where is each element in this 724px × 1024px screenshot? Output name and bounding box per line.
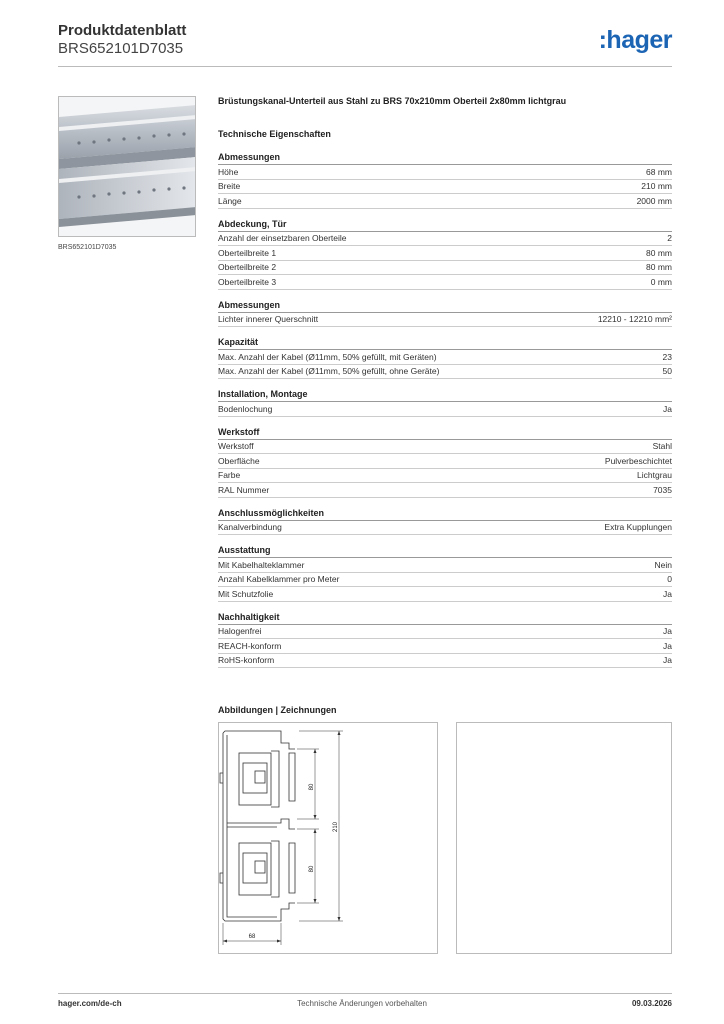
spec-value: Ja — [663, 403, 672, 414]
spec-row — [218, 165, 672, 180]
spec-value: 80 mm — [646, 262, 672, 273]
section-title: Werkstoff — [218, 427, 672, 440]
product-code: BRS652101D7035 — [58, 40, 184, 57]
section-title: Nachhaltigkeit — [218, 612, 672, 625]
spec-label: Mit Schutzfolie — [218, 588, 274, 599]
spec-row — [218, 483, 672, 498]
spec-value: 80 mm — [646, 247, 672, 258]
spec-row — [218, 350, 672, 365]
spec-row — [218, 639, 672, 654]
section-title: Anschlussmöglichkeiten — [218, 508, 672, 521]
product-description: Brüstungskanal-Unterteil aus Stahl zu BRS 70x210mm Oberteil 2x80mm lichtgrau — [218, 96, 567, 106]
spec-label: Kanalverbindung — [218, 522, 282, 533]
spec-label: Anzahl Kabelklammer pro Meter — [218, 574, 340, 585]
spec-sections — [218, 152, 672, 668]
tech-properties-title: Technische Eigenschaften — [218, 129, 331, 139]
spec-row — [218, 275, 672, 290]
technical-drawing — [218, 722, 438, 954]
spec-label: Höhe — [218, 166, 239, 177]
photo-caption: BRS652101D7035 — [58, 244, 117, 251]
spec-section — [218, 337, 672, 379]
spec-row — [218, 313, 672, 328]
dim-upper-label: 80 — [309, 783, 315, 791]
spec-label: Max. Anzahl der Kabel (Ø11mm, 50% gefüllt, ohne Geräte) — [218, 366, 440, 377]
spec-value: Nein — [654, 559, 672, 570]
spec-value: 0 — [667, 574, 672, 585]
spec-label: RoHS-konform — [218, 655, 275, 666]
spec-value: Lichtgrau — [637, 470, 672, 481]
spec-value: 68 mm — [646, 166, 672, 177]
footer-website[interactable]: hager.com/de-ch — [58, 999, 122, 1008]
spec-row — [218, 587, 672, 602]
spec-row — [218, 261, 672, 276]
spec-row — [218, 654, 672, 669]
spec-row — [218, 469, 672, 484]
spec-label: Halogenfrei — [218, 626, 262, 637]
spec-row — [218, 558, 672, 573]
spec-row — [218, 365, 672, 380]
spec-row — [218, 521, 672, 536]
spec-label: Oberteilbreite 2 — [218, 262, 277, 273]
cross-section-drawing — [219, 723, 439, 955]
figures-title: Abbildungen | Zeichnungen — [218, 705, 337, 715]
spec-label: Oberteilbreite 3 — [218, 276, 277, 287]
spec-section — [218, 545, 672, 602]
spec-label: Lichter innerer Querschnitt — [218, 314, 319, 325]
spec-row — [218, 180, 672, 195]
spec-value: 2000 mm — [636, 195, 672, 206]
spec-value: Pulverbeschichtet — [604, 455, 672, 466]
empty-drawing-box — [456, 722, 672, 954]
cable-duct-image — [59, 97, 196, 237]
footer-divider — [58, 993, 672, 994]
page-title: Produktdatenblatt — [58, 22, 187, 39]
spec-label: REACH-konform — [218, 640, 282, 651]
spec-value: 12210 - 12210 mm² — [597, 314, 672, 325]
header-divider — [58, 66, 672, 67]
product-photo — [58, 96, 196, 237]
spec-value: Ja — [663, 640, 672, 651]
section-title: Abmessungen — [218, 152, 672, 165]
spec-label: Länge — [218, 195, 242, 206]
spec-section — [218, 300, 672, 328]
spec-row — [218, 232, 672, 247]
spec-row — [218, 440, 672, 455]
spec-value: 50 — [662, 366, 672, 377]
spec-row — [218, 194, 672, 209]
spec-section — [218, 508, 672, 536]
spec-section — [218, 389, 672, 417]
spec-section — [218, 152, 672, 209]
section-title: Abmessungen — [218, 300, 672, 313]
spec-value: 23 — [662, 351, 672, 362]
spec-label: Bodenlochung — [218, 403, 273, 414]
section-title: Ausstattung — [218, 545, 672, 558]
section-title: Abdeckung, Tür — [218, 219, 672, 232]
hager-logo: :hager — [598, 26, 672, 54]
spec-section — [218, 612, 672, 669]
spec-label: Max. Anzahl der Kabel (Ø11mm, 50% gefüllt, mit Geräten) — [218, 351, 437, 362]
spec-row — [218, 573, 672, 588]
spec-label: Anzahl der einsetzbaren Oberteile — [218, 233, 347, 244]
spec-section — [218, 427, 672, 498]
spec-label: Oberteilbreite 1 — [218, 247, 277, 258]
dim-lower-label: 80 — [309, 865, 315, 873]
spec-value: Ja — [663, 588, 672, 599]
spec-label: Oberfläche — [218, 455, 260, 466]
spec-section — [218, 219, 672, 290]
spec-label: Mit Kabelhalteklammer — [218, 559, 305, 570]
spec-value: Extra Kupplungen — [604, 522, 672, 533]
spec-value: 2 — [667, 233, 672, 244]
spec-label: Werkstoff — [218, 441, 254, 452]
spec-value: 7035 — [653, 484, 672, 495]
spec-row — [218, 402, 672, 417]
spec-content — [218, 96, 672, 678]
spec-label: Farbe — [218, 470, 241, 481]
dim-total-label: 210 — [333, 821, 339, 833]
header — [58, 22, 672, 66]
dim-depth-label: 68 — [248, 934, 256, 940]
spec-label: Breite — [218, 181, 241, 192]
spec-row — [218, 625, 672, 640]
spec-row — [218, 246, 672, 261]
spec-value: Stahl — [652, 441, 672, 452]
spec-value: 210 mm — [641, 181, 672, 192]
spec-value: Ja — [663, 655, 672, 666]
section-title: Kapazität — [218, 337, 672, 350]
footer-disclaimer: Technische Änderungen vorbehalten — [297, 999, 427, 1008]
spec-row — [218, 454, 672, 469]
footer-date: 09.03.2026 — [631, 999, 672, 1008]
spec-label: RAL Nummer — [218, 484, 270, 495]
spec-value: Ja — [663, 626, 672, 637]
section-title: Installation, Montage — [218, 389, 672, 402]
spec-value: 0 mm — [650, 276, 672, 287]
